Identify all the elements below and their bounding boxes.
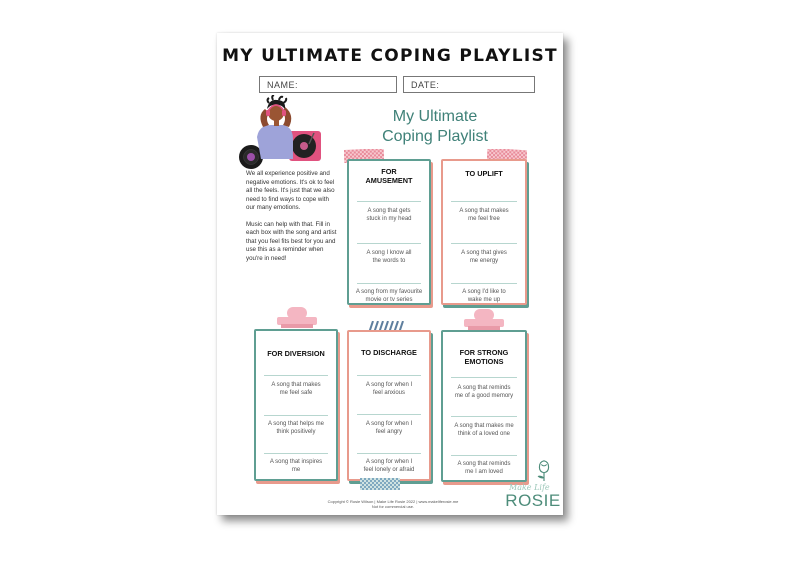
page-title: MY ULTIMATE COPING PLAYLIST	[222, 46, 558, 66]
prompt-line-1: A song that makes	[459, 208, 509, 214]
write-line[interactable]	[451, 377, 517, 378]
prompt-line-2: feel lonely or afraid	[363, 467, 415, 474]
song-prompt	[447, 460, 521, 477]
write-line[interactable]	[451, 416, 517, 417]
prompt-line-1: A song that makes	[271, 382, 321, 388]
card-title-line-2: EMOTIONS	[464, 356, 504, 366]
prompt-line-2: think of a loved one	[457, 431, 511, 438]
card-to-discharge	[347, 330, 431, 481]
card-title-line-1: TO DISCHARGE	[361, 348, 417, 357]
prompt-line-1: A song for when I	[365, 382, 413, 388]
song-prompt	[353, 420, 425, 437]
song-prompt	[353, 207, 425, 224]
card-title-line-1: FOR	[381, 167, 397, 176]
prompt-line-2: me of a good memory	[454, 393, 514, 400]
write-line[interactable]	[357, 453, 421, 454]
write-line[interactable]	[451, 283, 517, 284]
playlist-heading-line-1: My Ultimate	[392, 108, 478, 125]
write-line[interactable]	[357, 201, 421, 202]
worksheet-page	[217, 33, 563, 515]
prompt-line-2: stuck in my head	[366, 216, 412, 223]
copyright-line: Copyright © Rosie Wilson | Make Life Rosie 2022 | www.makeliferosie.me	[327, 499, 459, 504]
prompt-line-2: me feel safe	[279, 390, 313, 397]
prompt-line-1: A song that gives	[461, 250, 507, 256]
prompt-line-2: feel anxious	[372, 390, 406, 397]
card-for-strong-emotions	[441, 330, 527, 482]
song-prompt	[353, 249, 425, 266]
write-line[interactable]	[264, 453, 328, 454]
card-to-uplift	[441, 159, 527, 305]
card-title	[349, 349, 429, 358]
card-title	[256, 350, 336, 359]
intro-text	[246, 170, 338, 271]
write-line[interactable]	[451, 201, 517, 202]
song-prompt	[447, 384, 521, 401]
prompt-line-1: A song from my favourite	[355, 289, 423, 295]
write-line[interactable]	[264, 415, 328, 416]
prompt-line-1: A song that helps me	[267, 421, 325, 427]
write-line[interactable]	[357, 283, 421, 284]
rose-icon	[533, 457, 555, 483]
intro-paragraph-2: Music can help with that. Fill in each box with the song and artist that you feel fits best for you and use this as a reminder when you're in need!	[246, 220, 337, 262]
prompt-line-2: me energy	[469, 258, 499, 265]
prompt-line-2: me feel free	[468, 216, 500, 223]
write-line[interactable]	[357, 375, 421, 376]
song-prompt	[353, 381, 425, 398]
song-prompt	[353, 458, 425, 475]
person-with-records-illustration	[239, 95, 329, 175]
date-field[interactable]: DATE:	[403, 76, 535, 93]
song-prompt	[260, 458, 332, 475]
prompt-line-2: wake me up	[467, 297, 501, 304]
song-prompt	[260, 381, 332, 398]
playlist-heading-line-2: Coping Playlist	[382, 128, 488, 145]
prompt-line-2: feel angry	[375, 429, 403, 436]
prompt-line-2: movie or tv series	[365, 297, 413, 304]
card-title-line-2: AMUSEMENT	[365, 175, 413, 185]
prompt-line-2: me	[291, 467, 301, 474]
prompt-line-2: me I am loved	[465, 469, 503, 476]
card-title	[349, 168, 429, 185]
write-line[interactable]	[357, 243, 421, 244]
pink-clip-decoration	[277, 307, 317, 329]
song-prompt	[353, 288, 425, 305]
prompt-line-1: A song for when I	[365, 421, 413, 427]
write-line[interactable]	[264, 375, 328, 376]
song-prompt	[447, 249, 521, 266]
card-title-line-1: FOR DIVERSION	[267, 349, 325, 358]
pink-clip-decoration	[464, 309, 504, 331]
playlist-heading	[355, 107, 515, 147]
card-title	[443, 349, 525, 366]
prompt-line-1: A song for when I	[365, 459, 413, 465]
prompt-line-1: A song that makes me	[454, 423, 514, 429]
prompt-line-2: think positively	[276, 429, 316, 436]
card-title-line-1: FOR STRONG	[459, 348, 509, 357]
prompt-line-1: A song I'd like to	[462, 289, 506, 295]
teal-tape-decoration	[360, 478, 400, 490]
usage-note: Not for commercial use.	[371, 504, 415, 509]
write-line[interactable]	[451, 455, 517, 456]
prompt-line-2: the words to	[372, 258, 406, 265]
copyright-footer	[313, 499, 473, 509]
card-title-line-1: TO UPLIFT	[465, 169, 503, 178]
brand-signature: Make Life	[509, 483, 550, 492]
song-prompt	[447, 422, 521, 439]
song-prompt	[260, 420, 332, 437]
prompt-line-1: A song that reminds	[457, 461, 511, 467]
prompt-line-1: A song that inspires	[269, 459, 323, 465]
card-for-diversion	[254, 329, 338, 481]
song-prompt	[447, 207, 521, 224]
prompt-line-1: A song that gets	[367, 208, 411, 214]
name-field[interactable]: NAME:	[259, 76, 397, 93]
prompt-line-1: A song that reminds	[457, 385, 511, 391]
write-line[interactable]	[357, 414, 421, 415]
write-line[interactable]	[451, 243, 517, 244]
card-for-amusement	[347, 159, 431, 305]
brand-logo-text: ROSIE	[505, 491, 561, 510]
prompt-line-1: A song I know all	[366, 250, 412, 256]
intro-paragraph-1: We all experience positive and negative emotions. It's ok to feel all the feels. It's just that we also need to find ways to cope with our many emotions.	[246, 170, 335, 211]
song-prompt	[447, 288, 521, 305]
card-title	[443, 170, 525, 179]
